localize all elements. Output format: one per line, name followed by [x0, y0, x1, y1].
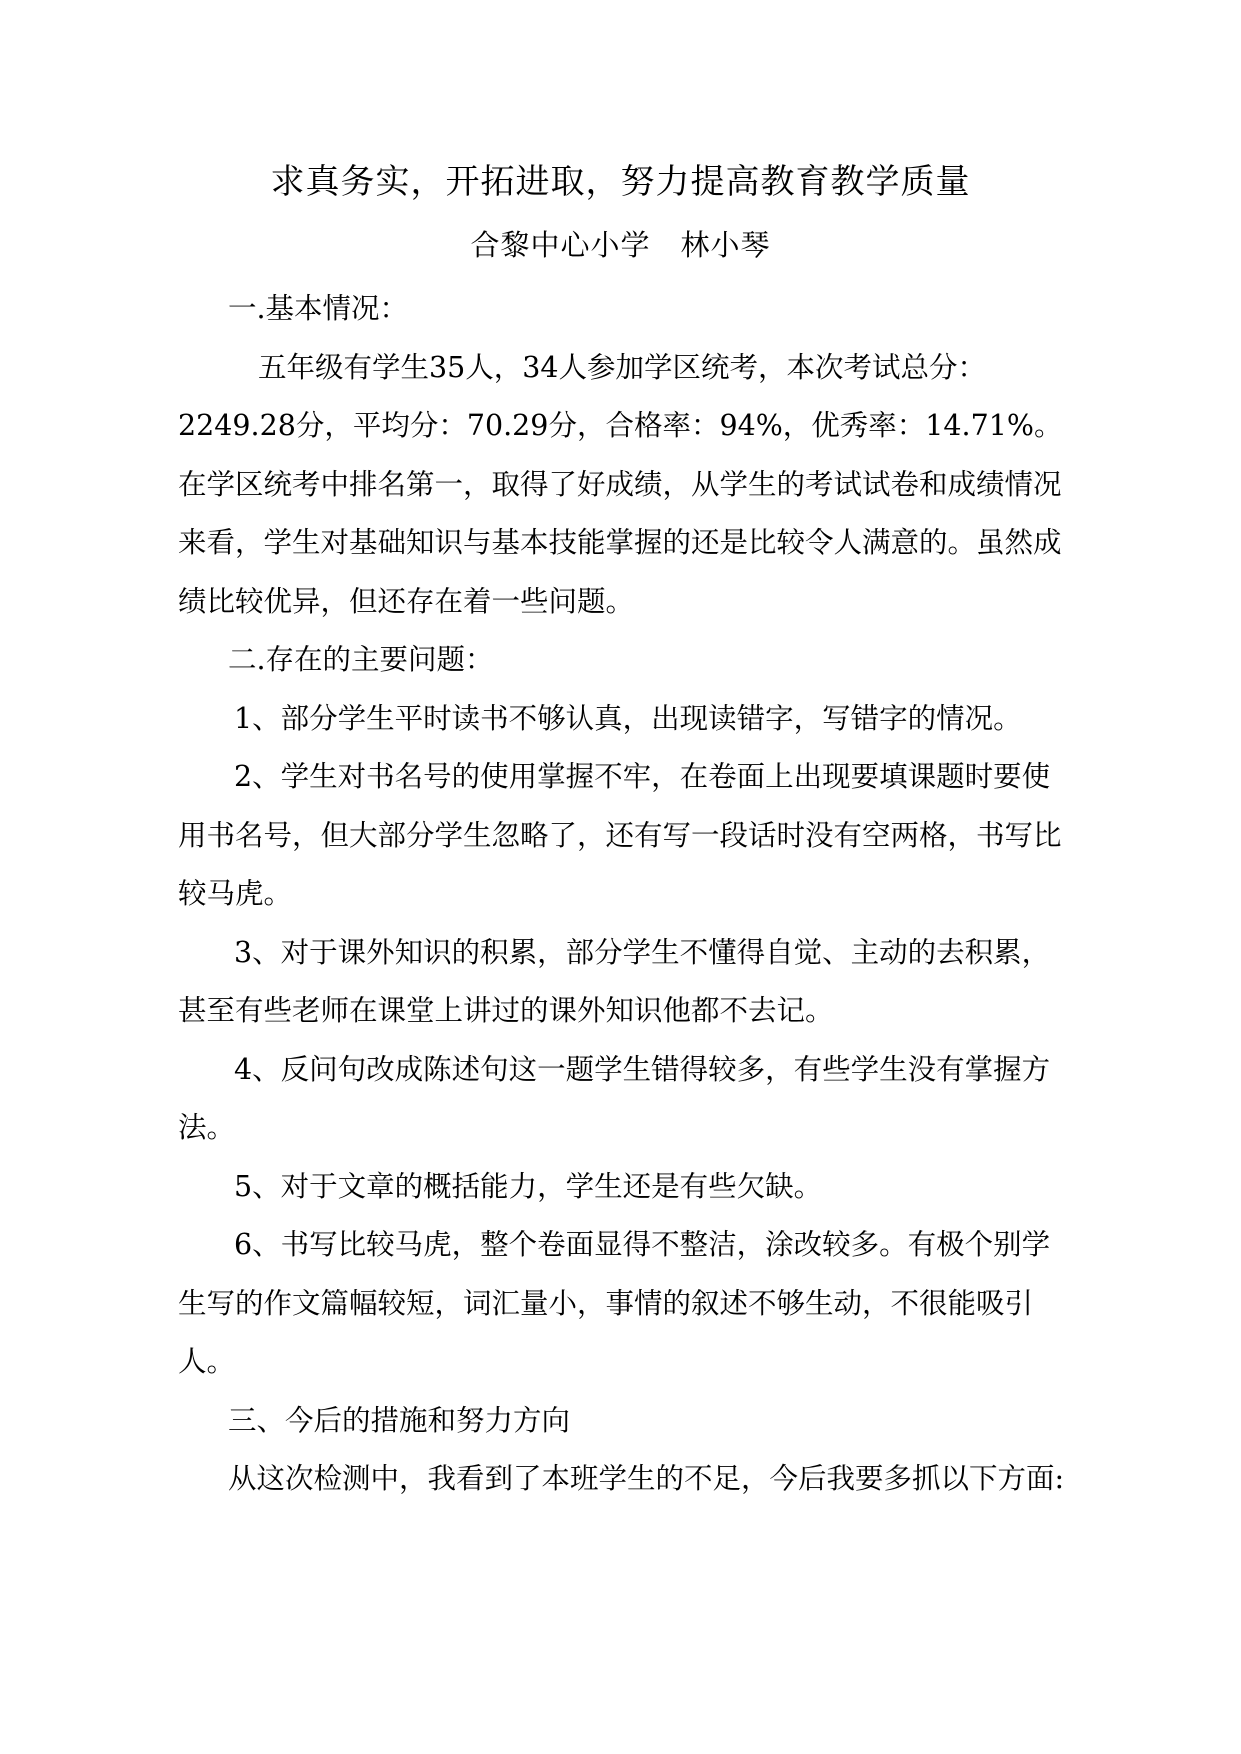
document-body	[178, 280, 1068, 1509]
problem-item: 6、书写比较马虎，整个卷面显得不整洁，涂改较多。有极个别学生写的作文篇幅较短，词汇量小，事情的叙述不够生动，不很能吸引人。	[178, 1228, 1051, 1378]
section-heading-measures: 三、今后的措施和努力方向	[228, 1403, 571, 1437]
problem-item: 2、学生对书名号的使用掌握不牢，在卷面上出现要填课题时要使用书名号，但大部分学生忽略了，还有写一段话时没有空两格，书写比较马虎。	[178, 760, 1062, 910]
author-school: 合黎中心小学	[470, 228, 651, 262]
basic-info-paragraph: 五年级有学生35人，34人参加学区统考，本次考试总分：2249.28分，平均分：70.29分，合格率：94%，优秀率：14.71%。在学区统考中排名第一，取得了好成绩，从学生的考试试卷和成绩情况来看，学生对基础知识与基本技能掌握的还是比较令人满意的。虽然成绩比较优异，但还存在着一些问题。	[178, 350, 1063, 618]
problem-item: 4、反问句改成陈述句这一题学生错得较多，有些学生没有掌握方法。	[178, 1052, 1051, 1144]
section-heading-problems: 二.存在的主要问题：	[228, 643, 494, 676]
problem-item: 1、部分学生平时读书不够认真，出现读错字，写错字的情况。	[234, 701, 1022, 735]
problem-item: 5、对于文章的概括能力，学生还是有些欠缺。	[234, 1169, 823, 1203]
section-heading-basic: 一.基本情况：	[228, 292, 409, 325]
problem-item: 3、对于课外知识的积累，部分学生不懂得自觉、主动的去积累，甚至有些老师在课堂上讲过的课外知识他都不去记。	[178, 935, 1051, 1027]
document-title: 求真务实，开拓进取，努力提高教育教学质量	[270, 162, 971, 202]
author-name: 林小琴	[680, 228, 771, 262]
author-line	[0, 222, 1241, 268]
measures-paragraph: 从这次检测中，我看到了本班学生的不足，今后我要多抓以下方面:	[228, 1462, 1065, 1495]
